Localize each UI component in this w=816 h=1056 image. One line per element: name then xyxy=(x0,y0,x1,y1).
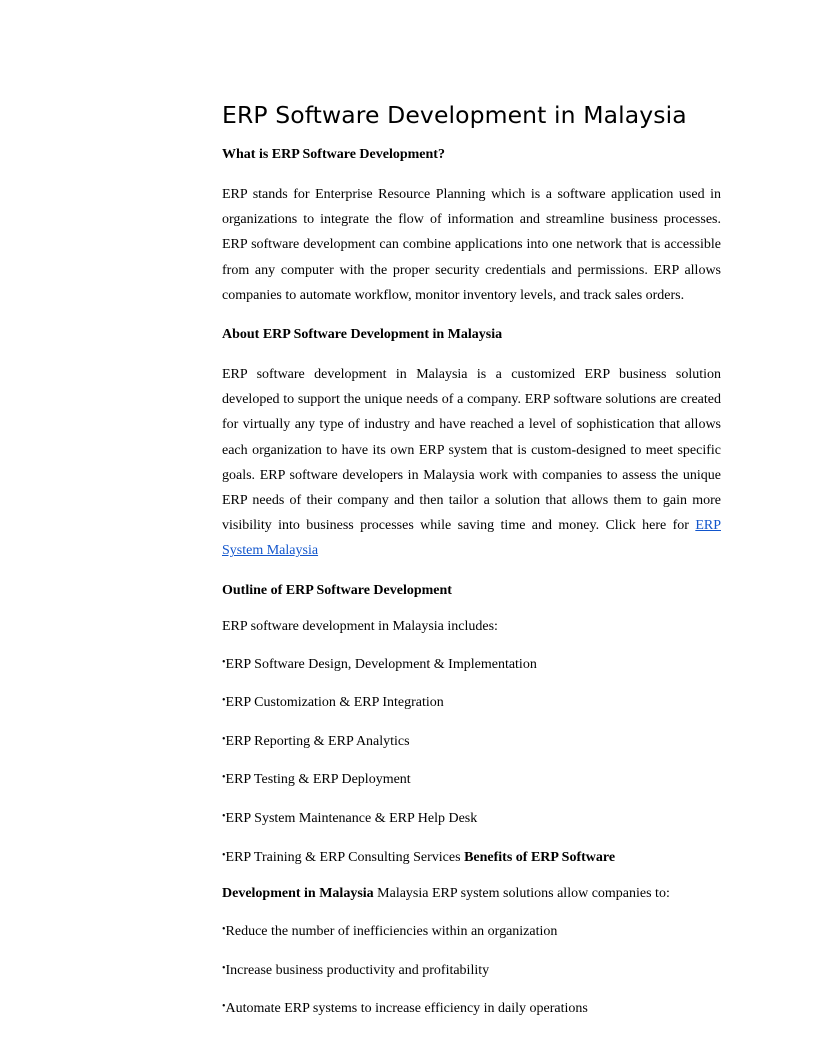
list-item: •ERP Training & ERP Consulting Services Benefits of ERP Software xyxy=(222,847,721,867)
section-heading-outline: Outline of ERP Software Development xyxy=(222,582,452,598)
bullet-icon: • xyxy=(222,695,226,707)
paragraph-what-is-erp: ERP stands for Enterprise Resource Planning which is a software application used in organizations to integrate the flow of information and streamline business processes. ERP software development can combine applications into one network that is accessible from any computer with the proper security credentials and permissions. ERP allows companies to automate workflow, monitor inventory levels, and track sales orders. xyxy=(222,187,721,303)
section-heading-about-erp: About ERP Software Development in Malaysia xyxy=(222,327,503,343)
paragraph-about-erp xyxy=(222,362,721,564)
document-body xyxy=(222,98,721,1037)
bullet-icon: • xyxy=(222,1001,226,1013)
bullet-icon: • xyxy=(222,772,226,784)
document-title: ERP Software Development in Malaysia xyxy=(222,101,687,129)
bullet-icon: • xyxy=(222,962,226,974)
outline-intro: ERP software development in Malaysia includes: xyxy=(222,618,498,634)
list-item: •ERP Reporting & ERP Analytics xyxy=(222,731,721,751)
list-item: •Automate ERP systems to increase efficiency in daily operations xyxy=(222,998,721,1018)
section-heading-benefits-part2: Development in Malaysia xyxy=(222,886,374,902)
list-item: •ERP System Maintenance & ERP Help Desk xyxy=(222,808,721,828)
list-item: •ERP Software Design, Development & Implementation xyxy=(222,654,721,674)
bullet-icon: • xyxy=(222,656,226,668)
bullet-icon: • xyxy=(222,811,226,823)
list-item: •ERP Testing & ERP Deployment xyxy=(222,769,721,789)
section-heading-what-is-erp: What is ERP Software Development? xyxy=(222,147,445,162)
paragraph-about-erp-text: ERP software development in Malaysia is a customized ERP business solution developed to support the unique needs of a company. ERP software solutions are created for virtually any type of industry and have reached a level of sophistication that allows each organization to have its own ERP system that is custom-designed to meet specific goals. ERP software developers in Malaysia work with companies to assess the unique ERP needs of their company and then tailor a solution that allows them to gain more visibility into business processes while saving time and money. Click here for xyxy=(222,367,721,534)
benefits-intro: Malaysia ERP system solutions allow companies to: xyxy=(377,886,670,902)
bullet-icon: • xyxy=(222,733,226,745)
erp-system-malaysia-link[interactable]: ERP System Malaysia xyxy=(222,518,721,559)
list-item: •ERP Customization & ERP Integration xyxy=(222,692,721,712)
bullet-icon: • xyxy=(222,849,226,861)
benefits-intro-line xyxy=(222,885,721,903)
list-item: •Increase business productivity and profitability xyxy=(222,960,721,980)
section-heading-benefits-part1: Benefits of ERP Software xyxy=(464,849,616,865)
list-item: •Reduce the number of inefficiencies within an organization xyxy=(222,921,721,941)
bullet-icon: • xyxy=(222,924,226,936)
